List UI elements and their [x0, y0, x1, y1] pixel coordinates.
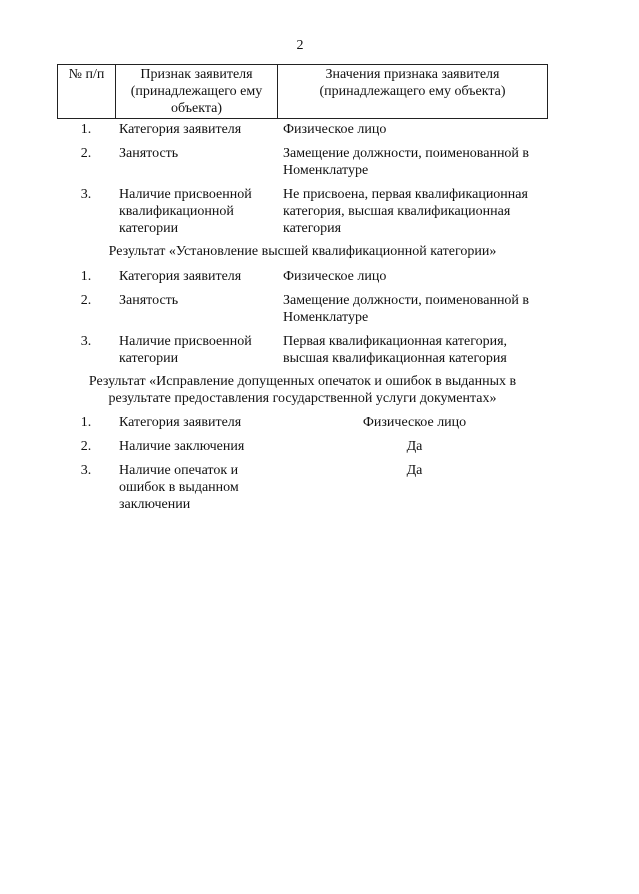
attributes-table-header: [57, 64, 548, 119]
section2-rows: [57, 268, 548, 374]
row-value: Не присвоена, первая квалификационная категория, высшая квалификационная категория: [283, 187, 528, 236]
section1-rows: [57, 121, 548, 244]
row-attribute: Наличие опечаток и ошибок в выданном заключении: [119, 463, 239, 512]
row-num: 3.: [80, 334, 92, 349]
section3-rows: [57, 414, 548, 520]
table-row: [57, 268, 548, 285]
row-value: Физическое лицо: [283, 122, 387, 137]
row-attribute: Наличие присвоенной квалификационной категории: [119, 187, 252, 236]
row-attribute: Категория заявителя: [119, 269, 242, 284]
row-value: Первая квалификационная категория, высшая квалификационная категория: [283, 334, 508, 366]
row-num: 1.: [80, 122, 92, 137]
section3-heading: Результат «Исправление допущенных опечаток и ошибок в выданных в результате предоставления государственной услуги документах»: [88, 374, 517, 406]
row-value: Замещение должности, поименованной в Номенклатуре: [283, 293, 530, 325]
table-row: [57, 145, 548, 179]
table-row: [57, 186, 548, 237]
row-attribute: Занятость: [119, 293, 179, 308]
table-header-row: [58, 65, 548, 119]
row-num: 2.: [80, 293, 92, 308]
row-value: Физическое лицо: [362, 415, 467, 430]
row-value: Замещение должности, поименованной в Номенклатуре: [283, 146, 530, 178]
row-num: 3.: [80, 463, 92, 478]
table-row: [57, 438, 548, 455]
row-attribute: Занятость: [119, 146, 179, 161]
row-num: 2.: [80, 146, 92, 161]
table-row: [57, 121, 548, 138]
row-num: 2.: [80, 439, 92, 454]
header-num: № п/п: [58, 65, 116, 119]
row-value: Да: [406, 439, 423, 454]
row-attribute: Наличие присвоенной категории: [119, 334, 252, 366]
row-attribute: Категория заявителя: [119, 122, 242, 137]
row-num: 1.: [80, 415, 92, 430]
table-row: [57, 292, 548, 326]
table-row: [57, 333, 548, 367]
header-attribute: Признак заявителя (принадлежащего ему объекта): [116, 65, 278, 119]
row-num: 3.: [80, 187, 92, 202]
row-value: Физическое лицо: [283, 269, 387, 284]
section2-heading: Результат «Установление высшей квалификационной категории»: [108, 244, 497, 259]
table-row: [57, 462, 548, 513]
row-value: Да: [406, 463, 423, 478]
row-num: 1.: [80, 269, 92, 284]
row-attribute: Наличие заключения: [119, 439, 245, 454]
table-row: [57, 414, 548, 431]
row-attribute: Категория заявителя: [119, 415, 242, 430]
header-values: Значения признака заявителя (принадлежащего ему объекта): [278, 65, 548, 119]
page-number: 2: [296, 38, 304, 53]
